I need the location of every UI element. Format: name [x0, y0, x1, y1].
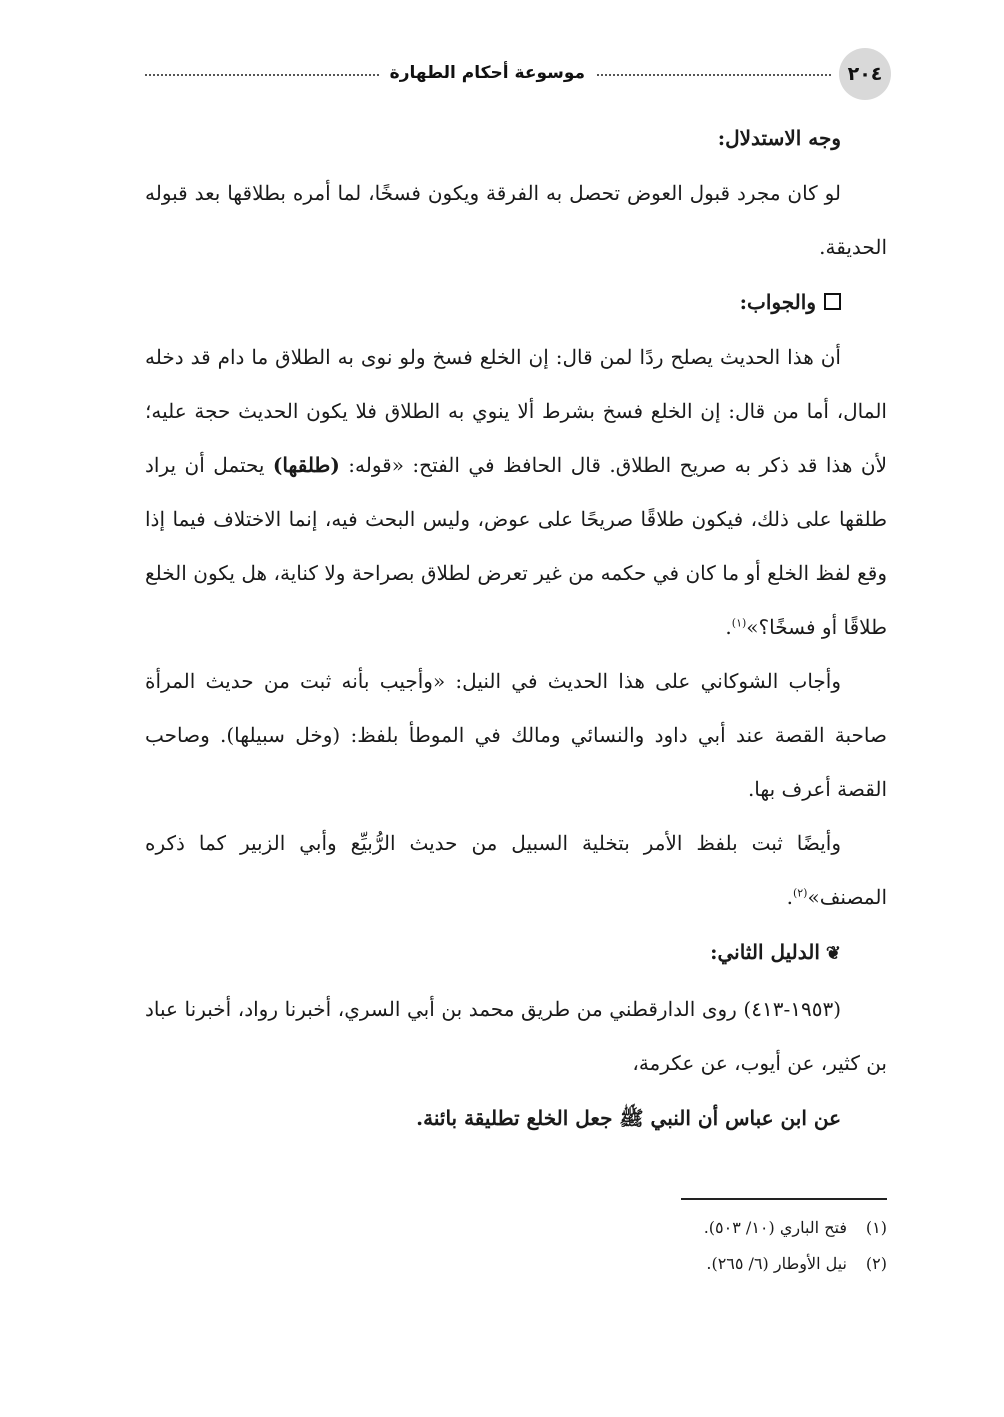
- footnote-1-number: (١): [865, 1218, 887, 1237]
- leaf-ornament-icon: ❦: [825, 943, 841, 964]
- footnote-2-text: نيل الأوطار (٦/ ٢٦٥).: [706, 1254, 847, 1273]
- heading-dalil: [145, 924, 887, 982]
- footnotes-list: [145, 1210, 887, 1282]
- footnote-2-number: (٢): [865, 1254, 887, 1273]
- heading-jawab: [145, 274, 887, 330]
- paragraph-4: [145, 816, 887, 924]
- paragraph-2-text-b: يحتمل أن يراد طلقها على ذلك، فيكون طلاقًا صريحًا على عوض، وليس البحث فيه، إنما الاختلاف فيما إذا وقع لفظ الخلع أو ما كان في حكمه من غير تعرض لطلاق بصراحة ولا كناية، هل يكون الخلع طلاقًا أو فسخًا؟»: [145, 453, 887, 639]
- footnote-ref-1[interactable]: (١): [731, 616, 747, 630]
- footnote-ref-2[interactable]: (٢): [792, 886, 808, 900]
- page-number-badge: ٢٠٤: [839, 48, 891, 100]
- heading-dalil-label: الدليل الثاني:: [710, 940, 820, 964]
- paragraph-2-text-a: أن هذا الحديث يصلح ردًا لمن قال: إن الخلع فسخ ولو نوى به الطلاق ما دام قد دخله المال، أما من قال: إن الخلع فسخ بشرط ألا ينوي به الطلاق فلا يكون الحديث حجة عليه؛ لأن هذا قد ذكر به صريح الطلاق. قال الحافظ في الفتح: «قوله:: [145, 345, 887, 477]
- paragraph-1: لو كان مجرد قبول العوض تحصل به الفرقة ويكون فسخًا، لما أمره بطلاقها بعد قبوله الحديقة.: [145, 181, 887, 259]
- page-header: [145, 48, 887, 100]
- footnote-1-text: فتح الباري (١٠/ ٥٠٣).: [703, 1218, 847, 1237]
- paragraph-2: [145, 330, 887, 654]
- paragraph-2-end: .: [725, 615, 732, 639]
- running-title: موسوعة أحكام الطهارة: [380, 56, 595, 90]
- heading-istidlal: وجه الاستدلال:: [717, 126, 841, 150]
- footnote-separator: [681, 1198, 887, 1200]
- checkbox-square-icon: [824, 293, 841, 310]
- paragraph-4-end: .: [786, 885, 793, 909]
- hadith-text: عن ابن عباس أن النبي ﷺ جعل الخلع تطليقة بائنة.: [416, 1106, 841, 1130]
- footnote-2: [145, 1246, 887, 1282]
- book-page: [145, 48, 887, 1282]
- heading-jawab-label: والجواب:: [739, 290, 816, 314]
- paragraph-2-bold: (طلقها): [272, 453, 340, 477]
- paragraph-5: (١٩٥٣-٤١٣) روى الدارقطني من طريق محمد بن أبي السري، أخبرنا رواد، أخبرنا عباد بن كثير، عن أيوب، عن عكرمة،: [145, 997, 887, 1075]
- paragraph-4-text: وأيضًا ثبت بلفظ الأمر بتخلية السبيل من حديث الرُّبيِّع وأبي الزبير كما ذكره المصنف»: [145, 831, 887, 909]
- footnote-1: [145, 1210, 887, 1246]
- paragraph-3: وأجاب الشوكاني على هذا الحديث في النيل: «وأجيب بأنه ثبت من حديث المرأة صاحبة القصة عند أبي داود والنسائي ومالك في الموطأ بلفظ: (وخل سبيلها). وصاحب القصة أعرف بها.: [145, 669, 887, 801]
